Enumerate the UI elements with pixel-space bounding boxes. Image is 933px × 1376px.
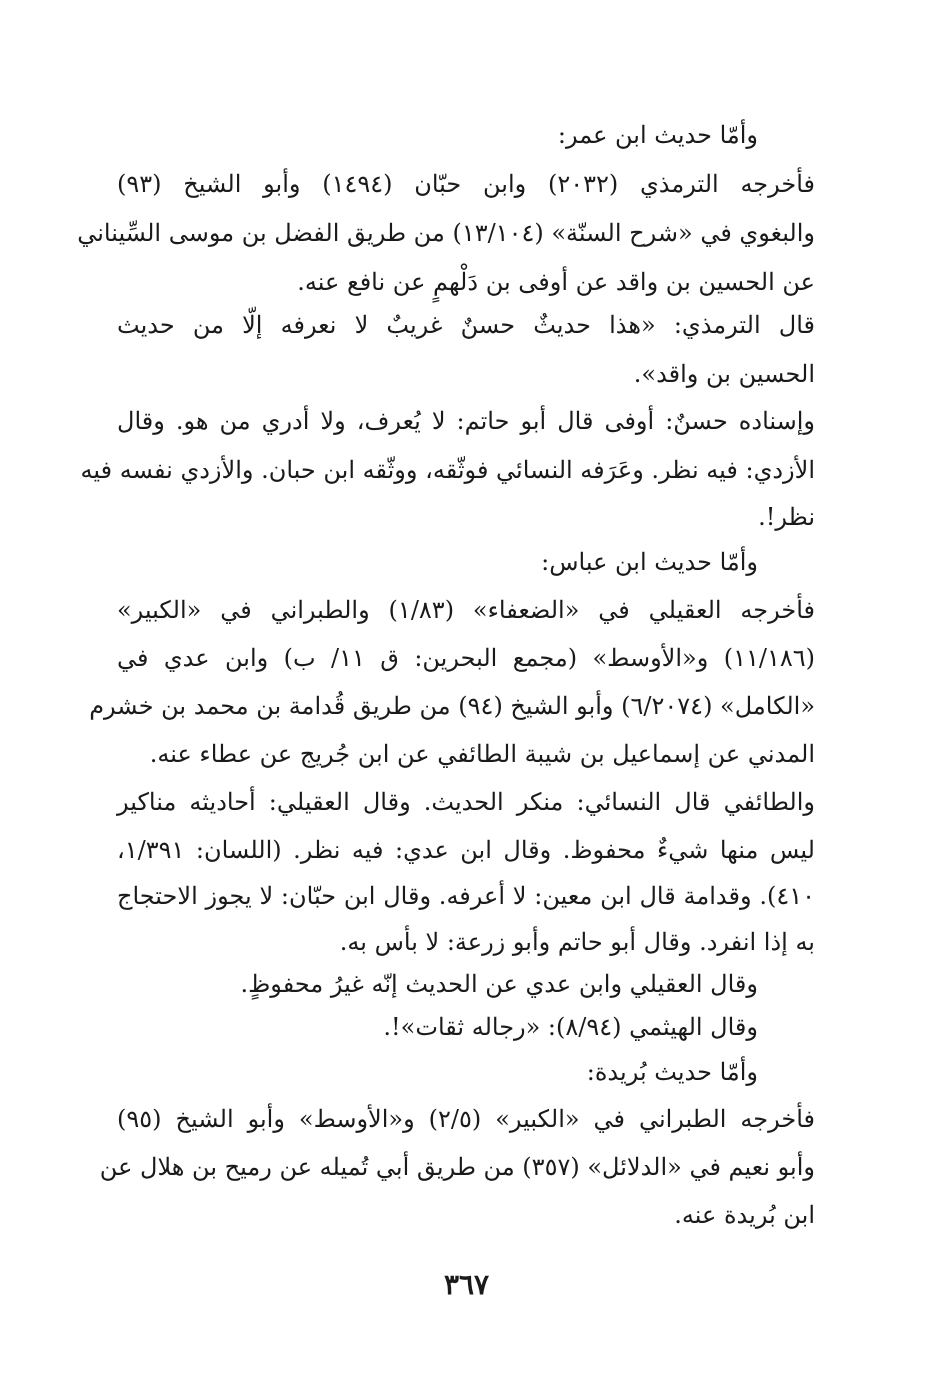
text-line: عن الحسين بن واقد عن أوفى بن دَلْهمٍ عن نافع عنه. — [297, 268, 815, 296]
text-line: فأخرجه الترمذي (٢٠٣٢) وابن حبّان (١٤٩٤) وأبو الشيخ (٩٣) — [117, 170, 816, 198]
text-line: المدني عن إسماعيل بن شيبة الطائفي عن ابن جُريج عن عطاء عنه. — [149, 740, 815, 768]
text-line: الأزدي: فيه نظر. وعَرَفه النسائي فوثّقه، ووثّقه ابن حبان. والأزدي نفسه فيه — [80, 456, 815, 484]
text-line: قال الترمذي: «هذا حديثٌ حسنٌ غريبٌ لا نعرفه إلّا من حديث — [117, 311, 815, 339]
text-line: فأخرجه الطبراني في «الكبير» (٢/٥) و«الأوسط» وأبو الشيخ (٩٥) — [117, 1105, 815, 1133]
text-line: وأمّا حديث ابن عباس: — [541, 548, 758, 576]
text-line: (١١/١٨٦) و«الأوسط» (مجمع البحرين: ق ١١/ ب) وابن عدي في — [117, 644, 815, 672]
text-line: وقال الهيثمي (٨/٩٤): «رجاله ثقات»!. — [383, 1013, 758, 1041]
text-line: وقال العقيلي وابن عدي عن الحديث إنّه غيرُ محفوظٍ. — [240, 970, 758, 998]
text-line: والبغوي في «شرح السنّة» (١٣/١٠٤) من طريق الفضل بن موسى السِّيناني — [77, 219, 815, 247]
text-line: الحسين بن واقد». — [633, 360, 815, 388]
text-line: وأمّا حديث ابن عمر: — [557, 121, 758, 149]
text-line: «الكامل» (٦/٢٠٧٤) وأبو الشيخ (٩٤) من طريق قُدامة بن محمد بن خشرم — [89, 692, 815, 720]
text-line: وأمّا حديث بُريدة: — [586, 1058, 758, 1086]
text-line: وأبو نعيم في «الدلائل» (٣٥٧) من طريق أبي تُميله عن رميح بن هلال عن — [99, 1153, 815, 1181]
text-line: ابن بُريدة عنه. — [674, 1201, 815, 1229]
text-line: ٤١٠). وقدامة قال ابن معين: لا أعرفه. وقال ابن حبّان: لا يجوز الاحتجاج — [117, 882, 815, 910]
text-line: فأخرجه العقيلي في «الضعفاء» (١/٨٣) والطبراني في «الكبير» — [117, 596, 815, 624]
text-line: به إذا انفرد. وقال أبو حاتم وأبو زرعة: لا بأس به. — [339, 928, 815, 956]
page-number: ٣٦٧ — [443, 1268, 490, 1301]
text-line: والطائفي قال النسائي: منكر الحديث. وقال العقيلي: أحاديثه مناكير — [117, 788, 815, 816]
text-line: نظر!. — [758, 503, 815, 531]
text-line: ليس منها شيءٌ محفوظ. وقال ابن عدي: فيه نظر. (اللسان: ١/٣٩١، — [117, 836, 815, 864]
text-line: وإسناده حسنٌ: أوفى قال أبو حاتم: لا يُعرف، ولا أدري من هو. وقال — [117, 407, 815, 435]
